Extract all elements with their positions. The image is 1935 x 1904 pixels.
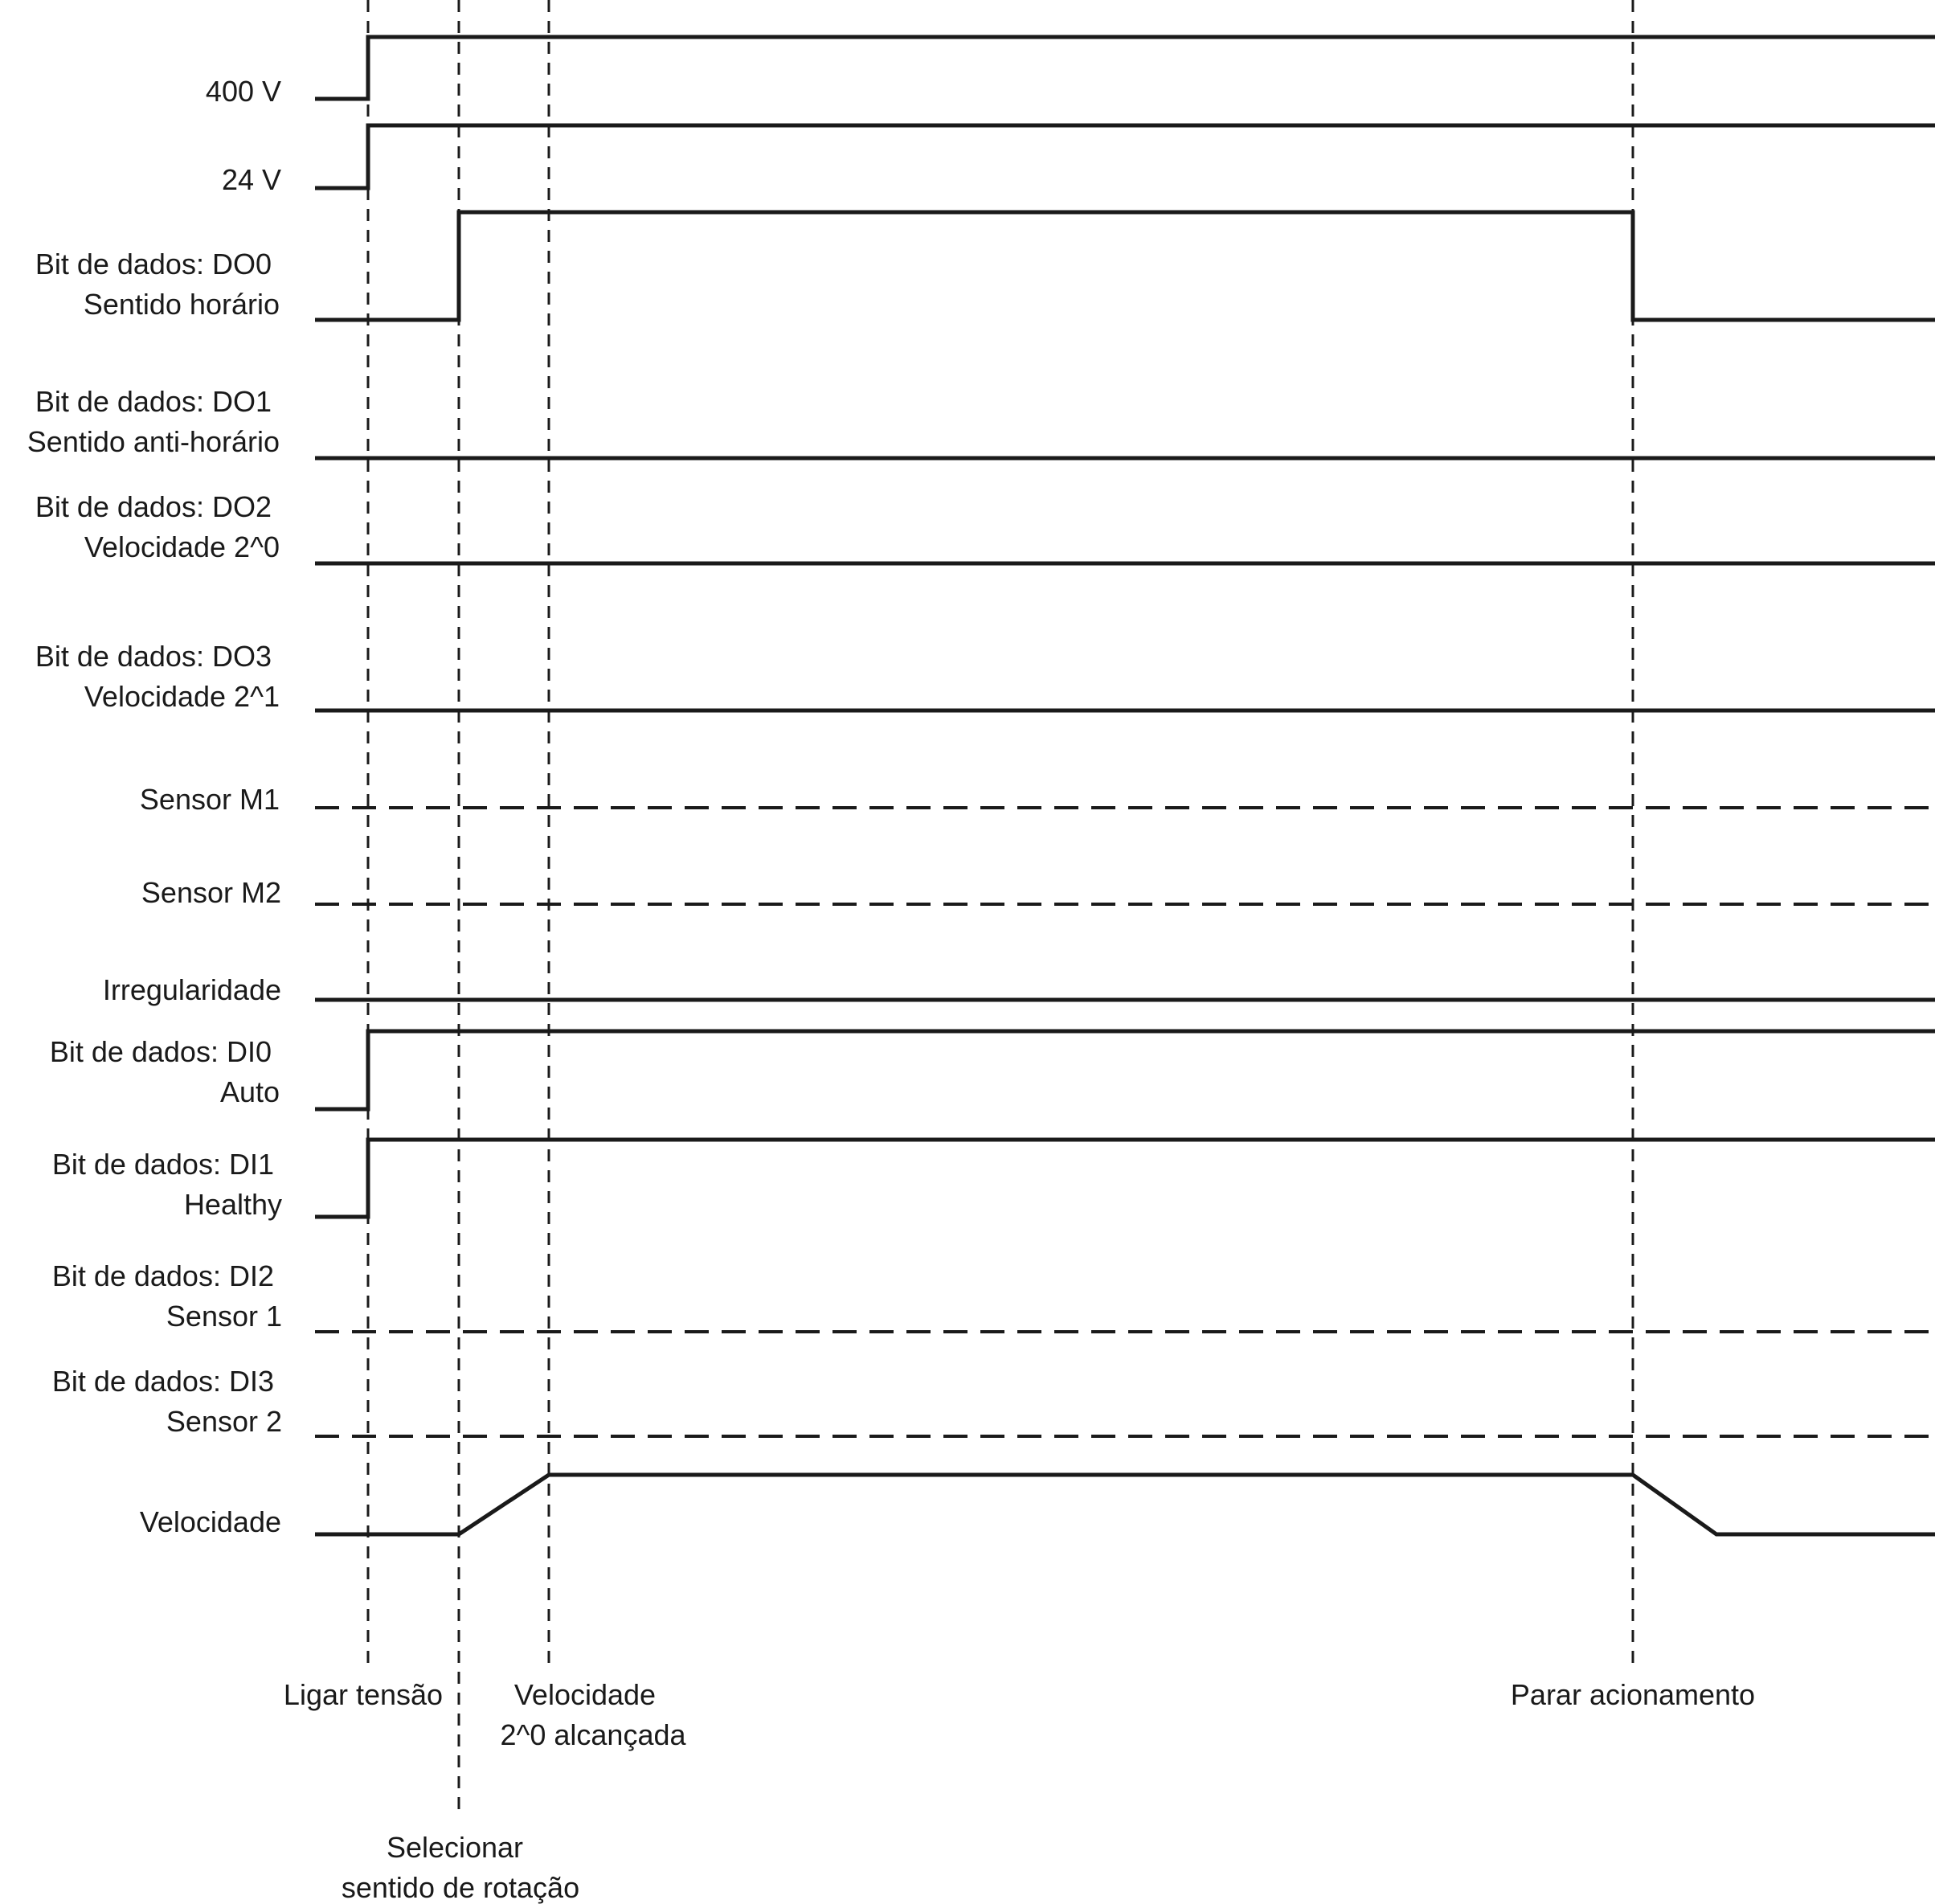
label-do0-line2: Sentido horário bbox=[83, 288, 280, 321]
event-labels bbox=[284, 1678, 1755, 1904]
event-label-velocidade-alcancada-line1: Velocidade bbox=[513, 1678, 657, 1711]
label-do3-line2: Velocidade 2^1 bbox=[84, 680, 280, 713]
label-do2 bbox=[35, 490, 280, 563]
label-do0 bbox=[35, 248, 280, 321]
event-label-parar-acionamento-line1: Parar acionamento bbox=[1510, 1678, 1756, 1711]
waveforms bbox=[315, 37, 1935, 1534]
event-label-selecionar-sentido bbox=[342, 1831, 579, 1904]
label-400v bbox=[206, 75, 281, 108]
wave-velocidade bbox=[315, 1475, 1935, 1534]
label-do1-line1: Bit de dados: DO1 bbox=[35, 385, 272, 418]
event-label-selecionar-sentido-line1: Selecionar bbox=[386, 1831, 524, 1864]
wave-di1 bbox=[315, 1140, 1935, 1217]
label-di1-line1: Bit de dados: DI1 bbox=[51, 1148, 274, 1181]
wave-400v bbox=[315, 37, 1935, 99]
label-do3-line1: Bit de dados: DO3 bbox=[35, 640, 272, 673]
label-do0-line1: Bit de dados: DO0 bbox=[35, 248, 272, 280]
label-sensor-m1 bbox=[140, 783, 280, 816]
label-di1-line2: Healthy bbox=[183, 1188, 282, 1221]
event-label-velocidade-alcancada bbox=[500, 1678, 686, 1751]
wave-24v bbox=[315, 125, 1935, 188]
label-di2 bbox=[52, 1259, 282, 1333]
label-do1 bbox=[27, 385, 280, 458]
label-di3-line1: Bit de dados: DI3 bbox=[51, 1365, 274, 1398]
label-24v bbox=[222, 163, 281, 196]
event-label-velocidade-alcancada-line2: 2^0 alcançada bbox=[500, 1718, 686, 1751]
label-sensor-m2 bbox=[141, 876, 281, 909]
label-do2-line1: Bit de dados: DO2 bbox=[35, 490, 272, 523]
event-label-ligar-tensao bbox=[284, 1678, 443, 1711]
label-di0 bbox=[50, 1035, 280, 1108]
label-irregularidade bbox=[103, 973, 281, 1006]
label-di1 bbox=[52, 1148, 282, 1221]
label-do2-line2: Velocidade 2^0 bbox=[84, 530, 280, 563]
label-400v-line1: 400 V bbox=[205, 75, 281, 108]
event-markers bbox=[368, 0, 1633, 1816]
label-sensor-m2-line1: Sensor M2 bbox=[141, 876, 281, 909]
event-label-parar-acionamento bbox=[1511, 1678, 1755, 1711]
label-do1-line2: Sentido anti-horário bbox=[27, 425, 280, 458]
label-do3 bbox=[35, 640, 280, 713]
wave-di0 bbox=[315, 1031, 1935, 1109]
label-di3-line2: Sensor 2 bbox=[166, 1405, 282, 1438]
label-sensor-m1-line1: Sensor M1 bbox=[139, 783, 280, 816]
event-label-ligar-tensao-line1: Ligar tensão bbox=[283, 1678, 444, 1711]
event-label-selecionar-sentido-line2: sentido de rotação bbox=[341, 1871, 580, 1904]
label-irregularidade-line1: Irregularidade bbox=[102, 973, 281, 1006]
label-di3 bbox=[52, 1365, 282, 1438]
label-di0-line2: Auto bbox=[219, 1075, 280, 1108]
signal-labels bbox=[27, 75, 282, 1538]
label-di2-line1: Bit de dados: DI2 bbox=[51, 1259, 274, 1292]
label-velocidade bbox=[140, 1505, 281, 1538]
wave-do0 bbox=[315, 212, 1935, 320]
label-di0-line1: Bit de dados: DI0 bbox=[49, 1035, 272, 1068]
label-di2-line2: Sensor 1 bbox=[166, 1300, 282, 1333]
label-velocidade-line1: Velocidade bbox=[139, 1505, 281, 1538]
label-24v-line1: 24 V bbox=[221, 163, 281, 196]
